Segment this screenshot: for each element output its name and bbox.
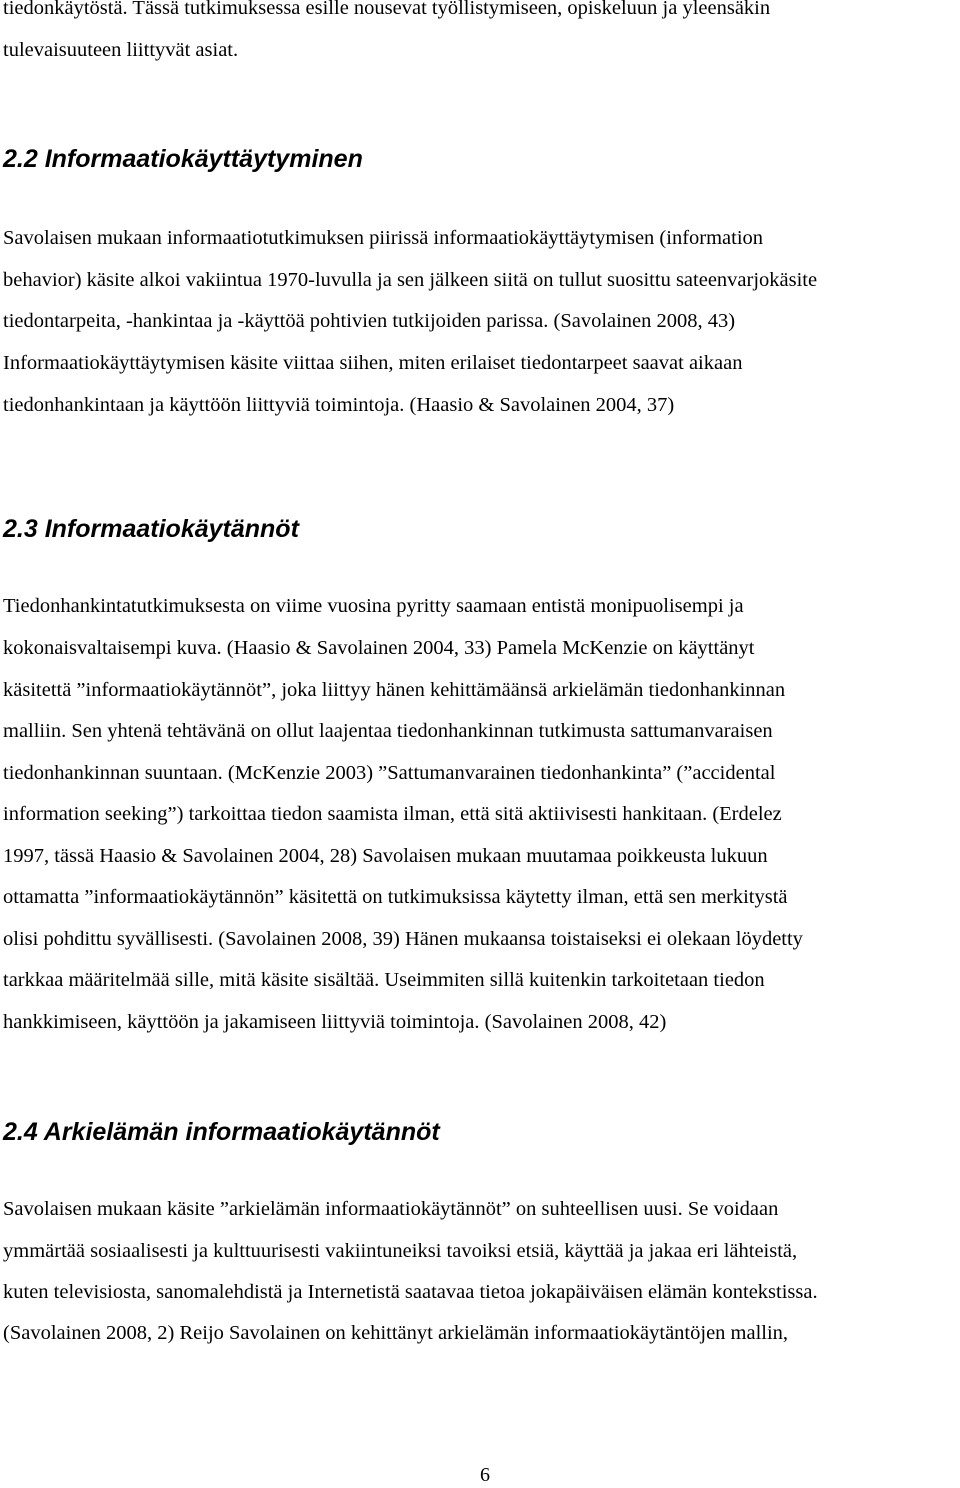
paragraph-line: ymmärtää sosiaalisesti ja kulttuurisesti vakiintuneiksi tavoiksi etsiä, käyttää ja jakaa eri lähteistä,: [3, 1240, 798, 1262]
paragraph-line: ottamatta ”informaatiokäytännön” käsitettä on tutkimuksissa käytetty ilman, että sen merkitystä: [3, 886, 788, 908]
paragraph-line: käsitettä ”informaatiokäytännöt”, joka liittyy hänen kehittämäänsä arkielämän tiedonhankinnan: [3, 679, 786, 701]
paragraph-line: tulevaisuuteen liittyvät asiat.: [3, 39, 239, 61]
paragraph-line: olisi pohdittu syvällisesti. (Savolainen 2008, 39) Hänen mukaansa toistaiseksi ei olekaan löydetty: [3, 928, 803, 950]
paragraph-line: tiedonhankinnan suuntaan. (McKenzie 2003) ”Sattumanvarainen tiedonhankinta” (”accidental: [3, 762, 776, 784]
paragraph-line: Savolaisen mukaan käsite ”arkielämän informaatiokäytännöt” on suhteellisen uusi. Se voidaan: [3, 1198, 779, 1220]
paragraph-line: Tiedonhankintatutkimuksesta on viime vuosina pyritty saamaan entistä monipuolisempi ja: [3, 595, 744, 617]
paragraph-line: information seeking”) tarkoittaa tiedon saamista ilman, että sitä aktiivisesti hankitaan. (Erdelez: [3, 803, 782, 825]
paragraph-line: tiedonkäytöstä. Tässä tutkimuksessa esille nousevat työllistymiseen, opiskeluun ja yleensäkin: [3, 0, 771, 19]
paragraph-line: Savolaisen mukaan informaatiotutkimuksen piirissä informaatiokäyttäytymisen (information: [3, 227, 764, 249]
paragraph-line: tiedonhankintaan ja käyttöön liittyviä toimintoja. (Haasio & Savolainen 2004, 37): [3, 394, 675, 416]
page-number: 6: [480, 1464, 490, 1486]
paragraph-line: Informaatiokäyttäytymisen käsite viittaa siihen, miten erilaiset tiedontarpeet saavat aikaan: [3, 352, 743, 374]
paragraph-line: tarkkaa määritelmää sille, mitä käsite sisältää. Useimmiten sillä kuitenkin tarkoitetaan tiedon: [3, 969, 765, 991]
section-heading: 2.2 Informaatiokäyttäytyminen: [3, 145, 363, 173]
paragraph-line: behavior) käsite alkoi vakiintua 1970-luvulla ja sen jälkeen siitä on tullut suosittu sateenvarjokäsite: [3, 269, 818, 291]
paragraph-line: 1997, tässä Haasio & Savolainen 2004, 28) Savolaisen mukaan muutamaa poikkeusta lukuun: [3, 845, 768, 867]
paragraph-line: kuten televisiosta, sanomalehdistä ja Internetistä saatavaa tietoa jokapäiväisen elämän kontekstissa.: [3, 1281, 818, 1303]
paragraph-line: kokonaisvaltaisempi kuva. (Haasio & Savolainen 2004, 33) Pamela McKenzie on käyttänyt: [3, 637, 755, 659]
paragraph-line: hankkimiseen, käyttöön ja jakamiseen liittyviä toimintoja. (Savolainen 2008, 42): [3, 1011, 667, 1033]
paragraph-line: (Savolainen 2008, 2) Reijo Savolainen on kehittänyt arkielämän informaatiokäytäntöjen mallin,: [3, 1322, 789, 1344]
section-heading: 2.4 Arkielämän informaatiokäytännöt: [3, 1118, 440, 1146]
section-heading: 2.3 Informaatiokäytännöt: [3, 515, 299, 543]
paragraph-line: malliin. Sen yhtenä tehtävänä on ollut laajentaa tiedonhankinnan tutkimusta sattumanvaraisen: [3, 720, 773, 742]
paragraph-line: tiedontarpeita, -hankintaa ja -käyttöä pohtivien tutkijoiden parissa. (Savolainen 2008, 43): [3, 310, 736, 332]
